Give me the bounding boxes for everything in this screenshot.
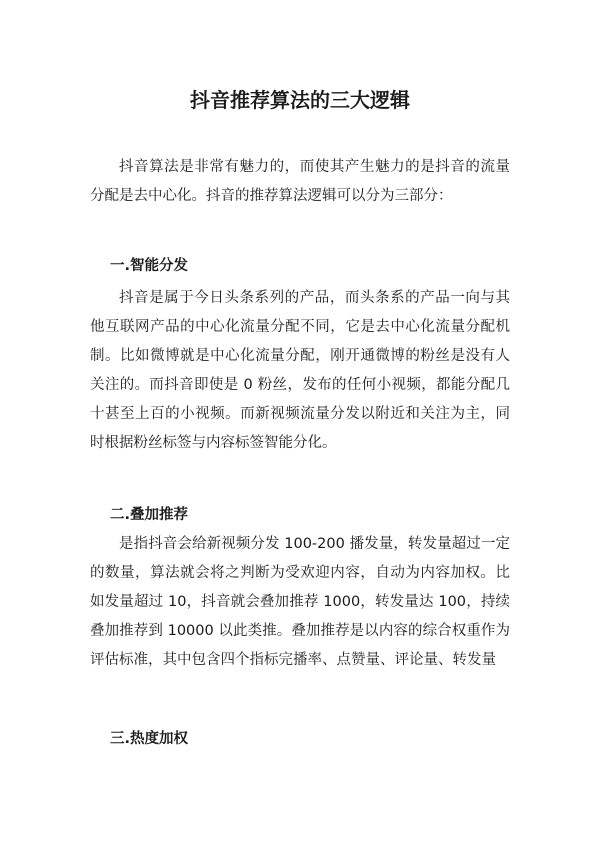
section-body-smart-distribution: 抖音是属于今日头条系列的产品，而头条系的产品一向与其他互联网产品的中心化流量分配不同，它是去中心化流量分配机制。比如微博就是中心化流量分配，刚开通微博的粉丝是没有人关注的。而抖音即使是 0 粉丝，发布的任何小视频，都能分配几十甚至上百的小视频。而新视频流量分发以附近和关注为主，同时根据粉丝标签与内容标签智能分化。: [90, 290, 510, 451]
section-heading-heat-weighting: 三.热度加权: [110, 731, 189, 747]
section-heading-stacked-recommendation: 二.叠加推荐: [110, 507, 189, 523]
section-heading-smart-distribution: 一.智能分发: [110, 258, 189, 274]
intro-paragraph: 抖音算法是非常有魅力的，而使其产生魅力的是抖音的流量分配是去中心化。抖音的推荐算法逻辑可以分为三部分：: [90, 159, 510, 204]
page-title: 抖音推荐算法的三大逻辑: [190, 88, 410, 112]
section-body-stacked-recommendation: 是指抖音会给新视频分发 100-200 播发量，转发量超过一定的数量，算法就会将之判断为受欢迎内容，自动为内容加权。比如发量超过 10，抖音就会叠加推荐 1000，转发量达 100，持续叠加推荐到 10000 以此类推。叠加推荐是以内容的综合权重作为评估标准，其中包含四个指标完播率、点赞量、评论量、转发量: [90, 536, 510, 668]
